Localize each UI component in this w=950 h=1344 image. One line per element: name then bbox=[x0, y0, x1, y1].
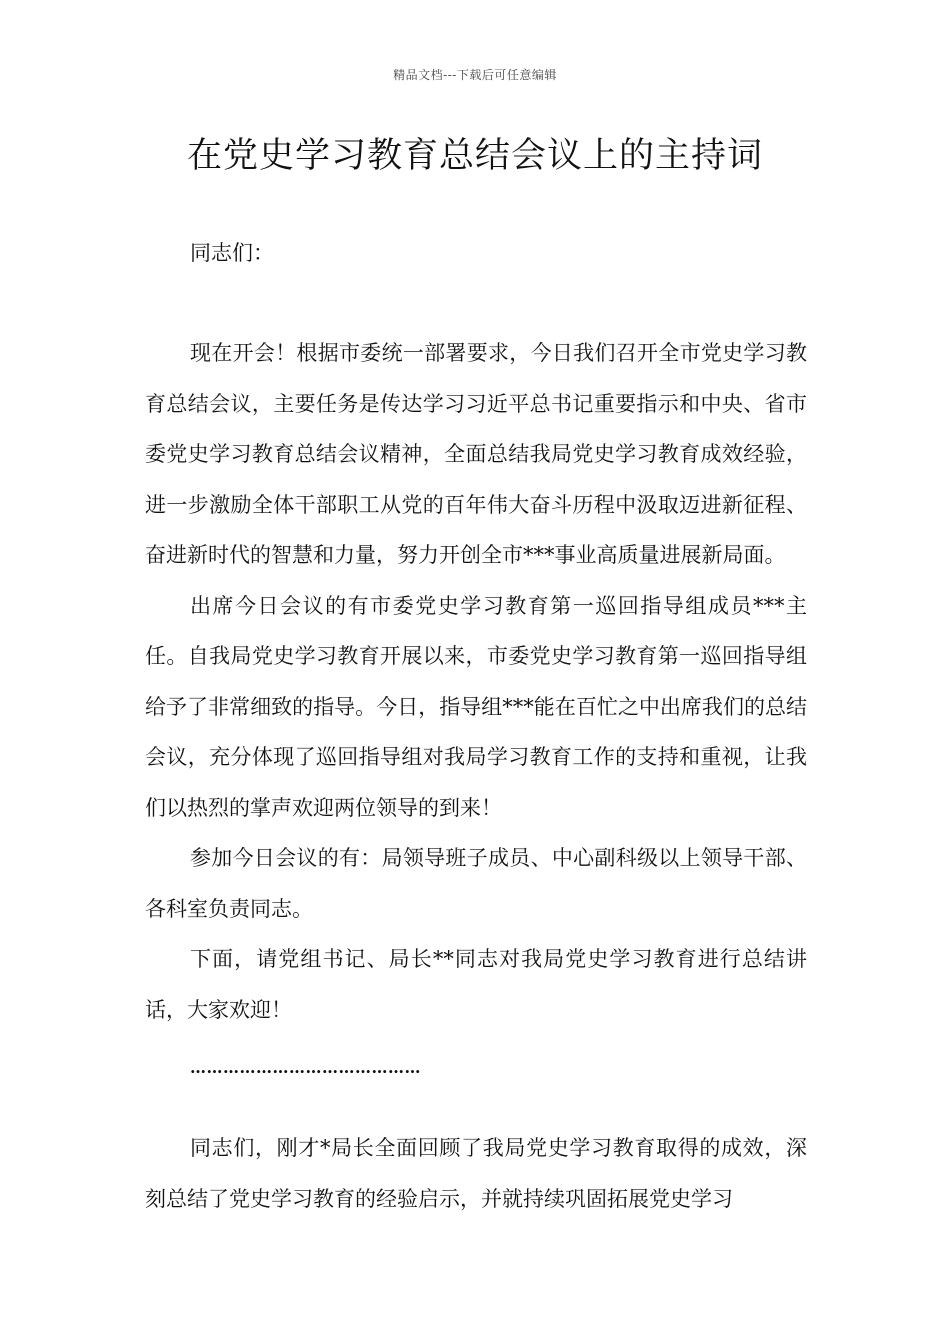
paragraph-opening: 现在开会！根据市委统一部署要求，今日我们召开全市党史学习教育总结会议，主要任务是传达学习习近平总书记重要指示和中央、省市委党史学习教育总结会议精神，全面总结我局党史学习教育成效经验，进一步激励全体干部职工从党的百年伟大奋斗历程中汲取迈进新征程、奋进新时代的智慧和力量，努力开创全市***事业高质量进展新局面。 bbox=[145, 341, 807, 567]
paragraph-speech-intro: 下面，请党组书记、局长**同志对我局党史学习教育进行总结讲话，大家欢迎！ bbox=[145, 947, 807, 1022]
paragraph-attendees-guests: 出席今日会议的有市委党史学习教育第一巡回指导组成员***主任。自我局党史学习教育开展以来，市委党史学习教育第一巡回指导组给予了非常细致的指导。今日，指导组***能在百忙之中出席我们的总结会议，充分体现了巡回指导组对我局学习教育工作的支持和重视，让我们以热烈的掌声欢迎两位领导的到来！ bbox=[145, 593, 807, 820]
closing-block bbox=[145, 1123, 807, 1224]
separator-dots bbox=[190, 1035, 807, 1085]
document-title: 在党史学习教育总结会议上的主持词 bbox=[186, 136, 763, 176]
header-note: 精品文档---下载后可任意编辑 bbox=[393, 68, 557, 82]
paragraph-closing: 同志们，刚才*局长全面回顾了我局党史学习教育取得的成效，深刻总结了党史学习教育的经验启示，并就持续巩固拓展党史学习 bbox=[145, 1136, 807, 1211]
paragraph-attendees-staff: 参加今日会议的有：局领导班子成员、中心副科级以上领导干部、各科室负责同志。 bbox=[145, 846, 807, 921]
separator-text: …………………………………… bbox=[190, 1058, 421, 1077]
body-block bbox=[145, 328, 807, 1085]
salutation: 同志们： bbox=[190, 241, 274, 265]
